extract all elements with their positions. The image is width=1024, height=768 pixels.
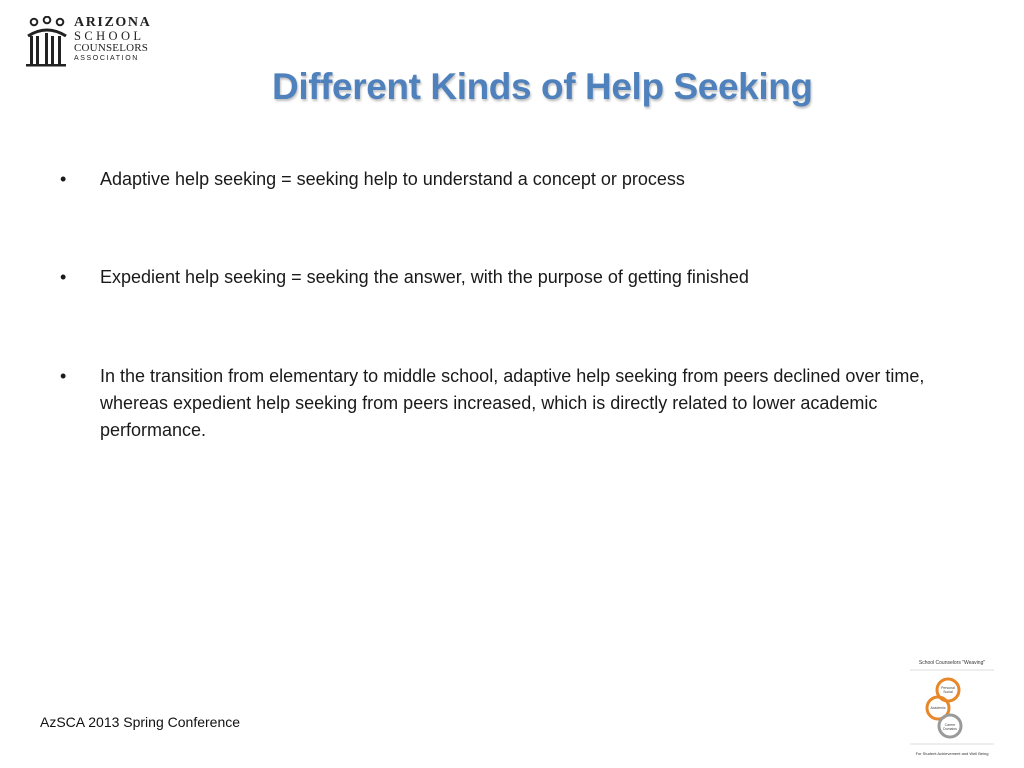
weaving-circles-icon xyxy=(908,660,996,756)
weaving-graphic xyxy=(908,660,996,756)
weaving-graphic-footer: For Student Achievement and Well Being xyxy=(915,751,989,756)
bullet-text: Adaptive help seeking = seeking help to understand a concept or process xyxy=(100,169,685,189)
bullet-item xyxy=(60,264,960,291)
bullet-item xyxy=(60,363,960,444)
weaving-graphic-title: School Counselors "Weaving" xyxy=(918,660,986,666)
weaving-label-career: Career Domains xyxy=(943,723,957,731)
weaving-label-academic: Academic xyxy=(930,706,946,710)
bullet-text: In the transition from elementary to middle school, adaptive help seeking from peers declined over time, whereas expedient help seeking from peers increased, which is directly related to lower academic performance. xyxy=(100,366,925,440)
bullet-marker: • xyxy=(60,267,67,287)
azsca-logo xyxy=(24,14,156,70)
logo-line-school: SCHOOL xyxy=(74,29,145,43)
logo-line-association: ASSOCIATION xyxy=(74,55,139,62)
weaving-label-personal: Personal Social xyxy=(941,686,955,694)
bullet-marker: • xyxy=(60,169,67,189)
logo-wordmark xyxy=(74,16,160,63)
people-columns-icon xyxy=(24,16,70,68)
footer-text: AzSCA 2013 Spring Conference xyxy=(40,714,241,730)
bullet-marker: • xyxy=(60,366,67,386)
logo-line-arizona: ARIZONA xyxy=(74,15,152,30)
bullet-text: Expedient help seeking = seeking the answer, with the purpose of getting finished xyxy=(100,267,749,287)
logo-line-counselors: COUNSELORS xyxy=(74,42,149,54)
bullet-item xyxy=(60,166,960,193)
slide-title: Different Kinds of Help Seeking xyxy=(272,66,813,107)
